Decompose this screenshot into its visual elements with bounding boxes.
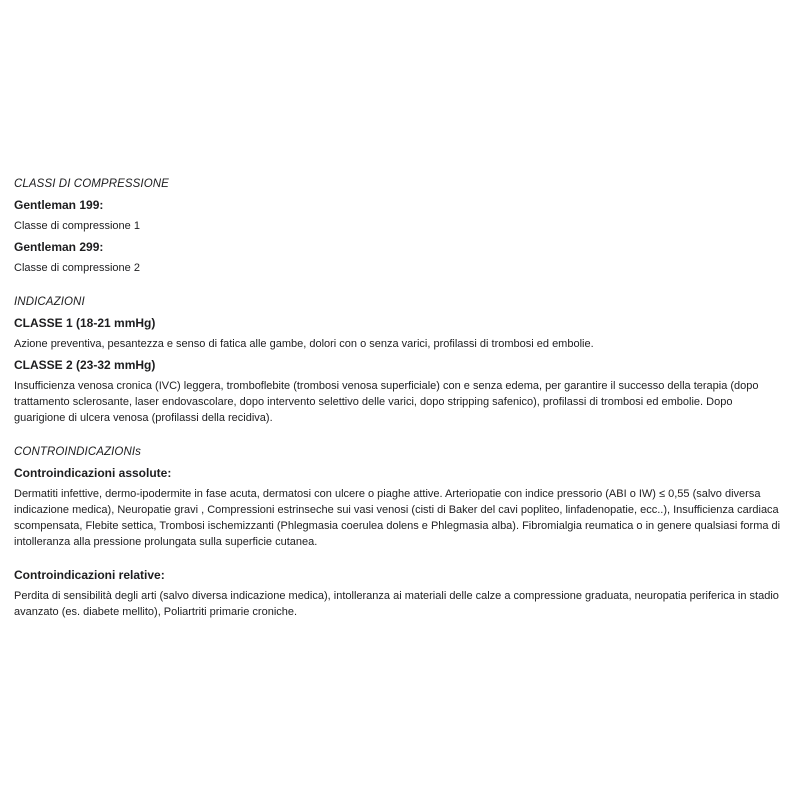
subheading-controindicazioni-assolute: Controindicazioni assolute: bbox=[14, 466, 172, 480]
paragraph-classe-compressione-2: Classe di compressione 2 bbox=[14, 262, 140, 274]
section-classi-di-compressione bbox=[14, 176, 785, 276]
subheading-gentleman-199: Gentleman 199: bbox=[14, 198, 104, 212]
section-indicazioni bbox=[14, 294, 785, 426]
paragraph-classe-1-indicazioni: Azione preventiva, pesantezza e senso di fatica alle gambe, dolori con o senza varici, profilassi di trombosi ed embolie. bbox=[14, 338, 594, 350]
paragraph-classe-2-indicazioni: Insufficienza venosa cronica (IVC) leggera, tromboflebite (trombosi venosa superficiale) con e senza edema, per garantire il successo della terapia (dopo trattamento sclerosante, laser endovascolare, dopo intervento selettivo delle varici, dopo stripping safenico), profilassi di trombosi ed embolie. Dopo guarigione di ulcera venosa (profilassi della recidiva). bbox=[14, 380, 759, 424]
paragraph-controindicazioni-assolute: Dermatiti infettive, dermo-ipodermite in fase acuta, dermatosi con ulcere o piaghe attive. Arteriopatie con indice pressorio (ABI o IW) ≤ 0,55 (salvo diversa indicazione medica), Neuropatie gravi , Compressioni estrinseche sui vasi venosi (cisti di Baker del cavi popliteo, linfadenopatie, ecc..), Insufficienza cardiaca scompensata, Flebite settica, Trombosi ischemizzanti (Phlegmasia coerulea dolens e Phlegmasia alba). Fibromialgia reumatica o in genere qualsiasi forma di intolleranza alla pressione prolungata sulla superficie cutanea. bbox=[14, 488, 781, 548]
subheading-classe-1: CLASSE 1 (18-21 mmHg) bbox=[14, 316, 156, 330]
subheading-controindicazioni-relative: Controindicazioni relative: bbox=[14, 568, 165, 582]
subheading-classe-2: CLASSE 2 (23-32 mmHg) bbox=[14, 358, 156, 372]
section-heading-classi-di-compressione: CLASSI DI COMPRESSIONE bbox=[14, 178, 169, 190]
section-heading-controindicazioni: CONTROINDICAZIONIs bbox=[14, 446, 142, 458]
paragraph-classe-compressione-1: Classe di compressione 1 bbox=[14, 220, 140, 232]
paragraph-controindicazioni-relative: Perdita di sensibilità degli arti (salvo diversa indicazione medica), intolleranza ai materiali delle calze a compressione graduata, neuropatia periferica in stadio avanzato (es. diabete mellito), Poliartriti primarie croniche. bbox=[14, 590, 779, 618]
subheading-gentleman-299: Gentleman 299: bbox=[14, 240, 104, 254]
section-controindicazioni bbox=[14, 444, 785, 620]
section-heading-indicazioni: INDICAZIONI bbox=[14, 296, 85, 308]
